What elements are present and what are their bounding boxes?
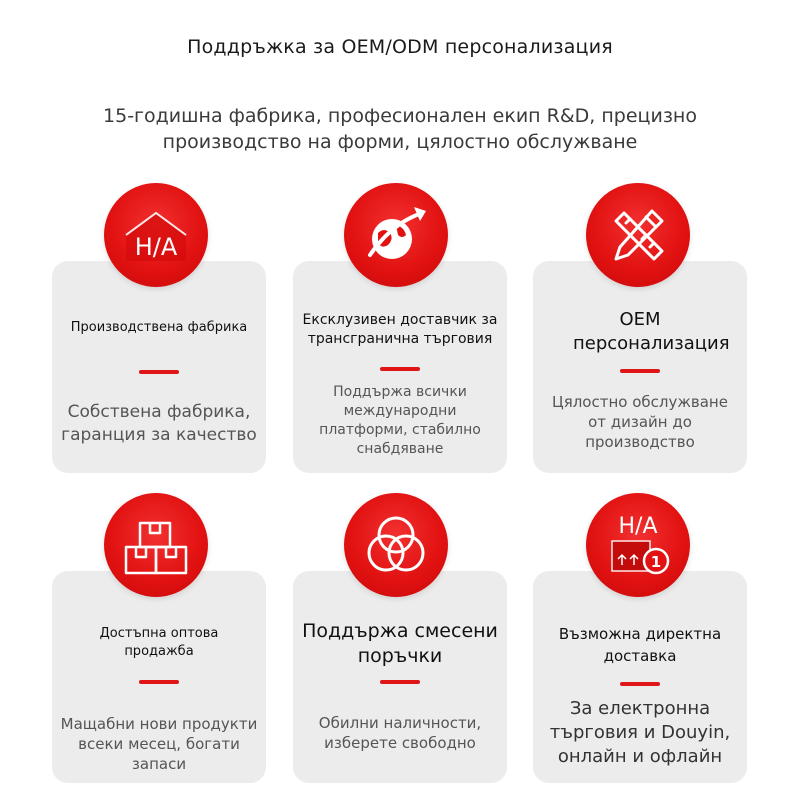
feature-divider (620, 682, 660, 686)
feature-divider (620, 369, 660, 373)
factory-icon (104, 183, 208, 287)
feature-description: Мащабни нови продукти всеки месец, богати запаси (60, 715, 258, 773)
feature-card-mixed-orders (293, 571, 507, 783)
feature-card-cross-border (293, 261, 507, 473)
feature-title: Поддържа смесени поръчки (302, 620, 498, 667)
feature-divider (139, 370, 179, 374)
feature-description: Поддържа всички международни платформи, стабилно снабдяване (319, 384, 481, 457)
feature-card-factory (52, 261, 266, 473)
feature-card-oem (533, 261, 747, 473)
feature-title: Ексклузивен доставчик за трансгранична търговия (302, 312, 498, 347)
page-subtitle: 15-годишна фабрика, професионален екип R&D, прецизно производство на форми, цялостно обслужване (103, 105, 697, 153)
feature-divider (139, 680, 179, 684)
globe-arrow-icon (344, 183, 448, 287)
feature-card-direct-delivery (533, 571, 747, 783)
factory-icon-label: H/A (134, 233, 178, 261)
feature-divider (380, 367, 420, 371)
boxes-icon (104, 493, 208, 597)
feature-title: Възможна директна доставка (558, 625, 722, 665)
feature-description: Цялостно обслужване от дизайн до производство (552, 393, 728, 451)
package-badge-number: 1 (650, 553, 662, 571)
feature-divider (380, 680, 420, 684)
feature-description: Собствена фабрика, гаранция за качество (61, 402, 257, 445)
feature-description: Обилни наличности, изберете свободно (318, 714, 482, 752)
feature-card-wholesale (52, 571, 266, 783)
feature-title: Производствена фабрика (70, 320, 248, 335)
overlapping-circles-icon (344, 493, 448, 597)
feature-description: За електронна търговия и Douyin, онлайн и офлайн (549, 698, 731, 767)
package-icon-label: H/A (618, 514, 658, 539)
package-badge-icon (586, 493, 690, 597)
feature-title: OEM персонализация (573, 309, 730, 354)
pencil-ruler-icon (586, 183, 690, 287)
page-title: Поддръжка за OEM/ODM персонализация (187, 36, 613, 58)
feature-title: Достъпна оптова продажба (99, 626, 219, 659)
